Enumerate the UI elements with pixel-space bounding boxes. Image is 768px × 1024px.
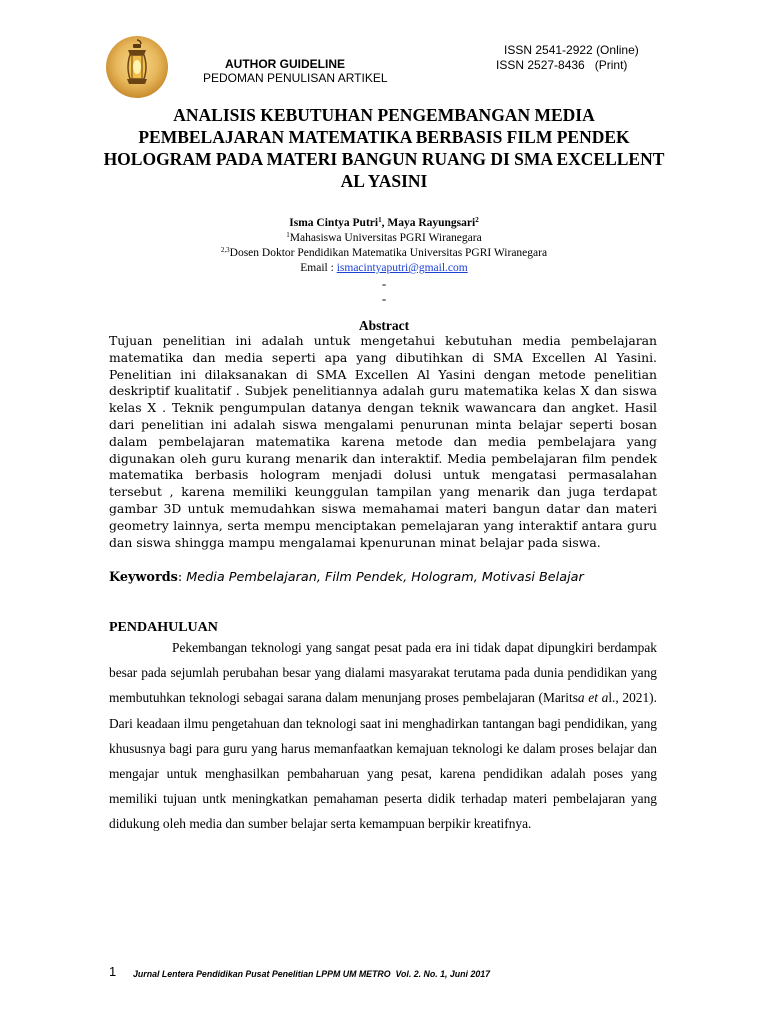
journal-logo <box>106 36 168 98</box>
author-separator: , <box>381 217 388 229</box>
keywords-line: Keywords: Media Pembelajaran, Film Pendek, Hologram, Motivasi Belajar <box>109 570 584 585</box>
keywords-label: Keywords <box>109 570 178 585</box>
paper-title: ANALISIS KEBUTUHAN PENGEMBANGAN MEDIA PEMBELAJARAN MATEMATIKA BERBASIS FILM PENDEK HOLOGRAM PADA MATERI BANGUN RUANG DI SMA EXCELLENT AL YASINI <box>103 105 665 191</box>
issn-online: ISSN 2541-2922 (Online) <box>504 43 639 57</box>
affiliation-2: $^{2,3}$Dosen Doktor Pendidikan Matematika Universitas PGRI Wiranegara <box>220 246 548 259</box>
author-names <box>100 216 668 231</box>
keywords-values: Media Pembelajaran, Film Pendek, Hologram, Motivasi Belajar <box>186 570 584 585</box>
affiliation-1: $^1$Mahasiswa Universitas PGRI Wiranegara <box>286 231 482 244</box>
section-heading: PENDAHULUAN <box>109 620 218 635</box>
email-link[interactable]: ismacintyaputri@gmail.com <box>336 262 468 274</box>
lantern-icon <box>106 36 168 98</box>
abstract-heading: Abstract <box>358 318 410 333</box>
author-block <box>100 216 668 276</box>
abstract-body: Tujuan penelitian ini adalah untuk mengetahui kebutuhan media pembelajaran matematika dan media seperti apa yang dibutihkan di SMA Excellen Al Yasini. Penelitian ini dilaksanakan di SMA Excellen Al Yasini dengan metode penelitian deskriptif kualitatif . Subjek penelitiannya adalah guru matematika kelas X dan siswa kelas X . Teknik pengumpulan datanya dengan teknik wawancara dan angket. Hasil dari penelitian ini adalah siswa mengalami penurunan minta belajar seperti bosan dalam pembelajaran matematika karena metode dan media pembelajara yang digunakan oleh guru kurang menarik dan interaktif. Media pembelajaran film pendek matematika berbasis hologram menjadi dolusi untuk mengatasi permasalahan tersebut , karena memiliki keunggulan tampilan yang menarik dan juga terdapat gambar 3D untuk memudahkan siswa memahamai materi bangun datar dan materi geometry lainnya, serta mempu menciptakan pemelajaran yang interaktif antara guru dan siswa shingga mampu mengalamai kpenurunan minat belajar pada siswa. <box>109 333 657 550</box>
dash-1: - <box>381 276 387 291</box>
email-line: Email : ismacintyaputri@gmail.com <box>300 262 468 274</box>
pedoman-label: PEDOMAN PENULISAN ARTIKEL <box>203 71 388 85</box>
issn-print: ISSN 2527-8436 (Print) <box>496 58 628 72</box>
author-guideline-label: AUTHOR GUIDELINE <box>225 57 345 71</box>
dash-2: - <box>381 291 387 306</box>
intro-paragraph: Pekembangan teknologi yang sangat pesat pada era ini tidak dapat dipungkiri berdampak besar pada sejumlah perubahan besar yang dialami masyarakat terutama pada dunia pendidikan yang membutuhkan teknologi sebagai sarana dalam menunjang proses pembelajaran (Maritsa et al., 2021). Dari keadaan ilmu pengetahuan dan teknologi saat ini menghadirkan tantangan bagi pendidikan, yang khususnya bagi para guru yang harus memanfaatkan kemajuan teknologi ke dalam proses belajar dan mengajar untuk menghasilkan pembaharuan yang pesat, karena pendidikan adalah poses yang memiliki tujuan untk meningkatkan pemahaman peserta didik terhadap materi pembelajaran yang didukung oleh media dan sumber belajar serta kemampuan berpikir kreatifnya. <box>109 640 657 832</box>
journal-footer: Jurnal Lentera Pendidikan Pusat Penelitian LPPM UM METRO Vol. 2. No. 1, Juni 2017 <box>133 969 491 979</box>
author-name-1: Isma Cintya Putri <box>289 217 379 229</box>
author-sup-2: 2 <box>475 216 479 224</box>
page-number: 1 <box>109 964 117 979</box>
author-sup-1: 1 <box>378 216 382 224</box>
author-name-2: Maya Rayungsari <box>387 217 476 229</box>
